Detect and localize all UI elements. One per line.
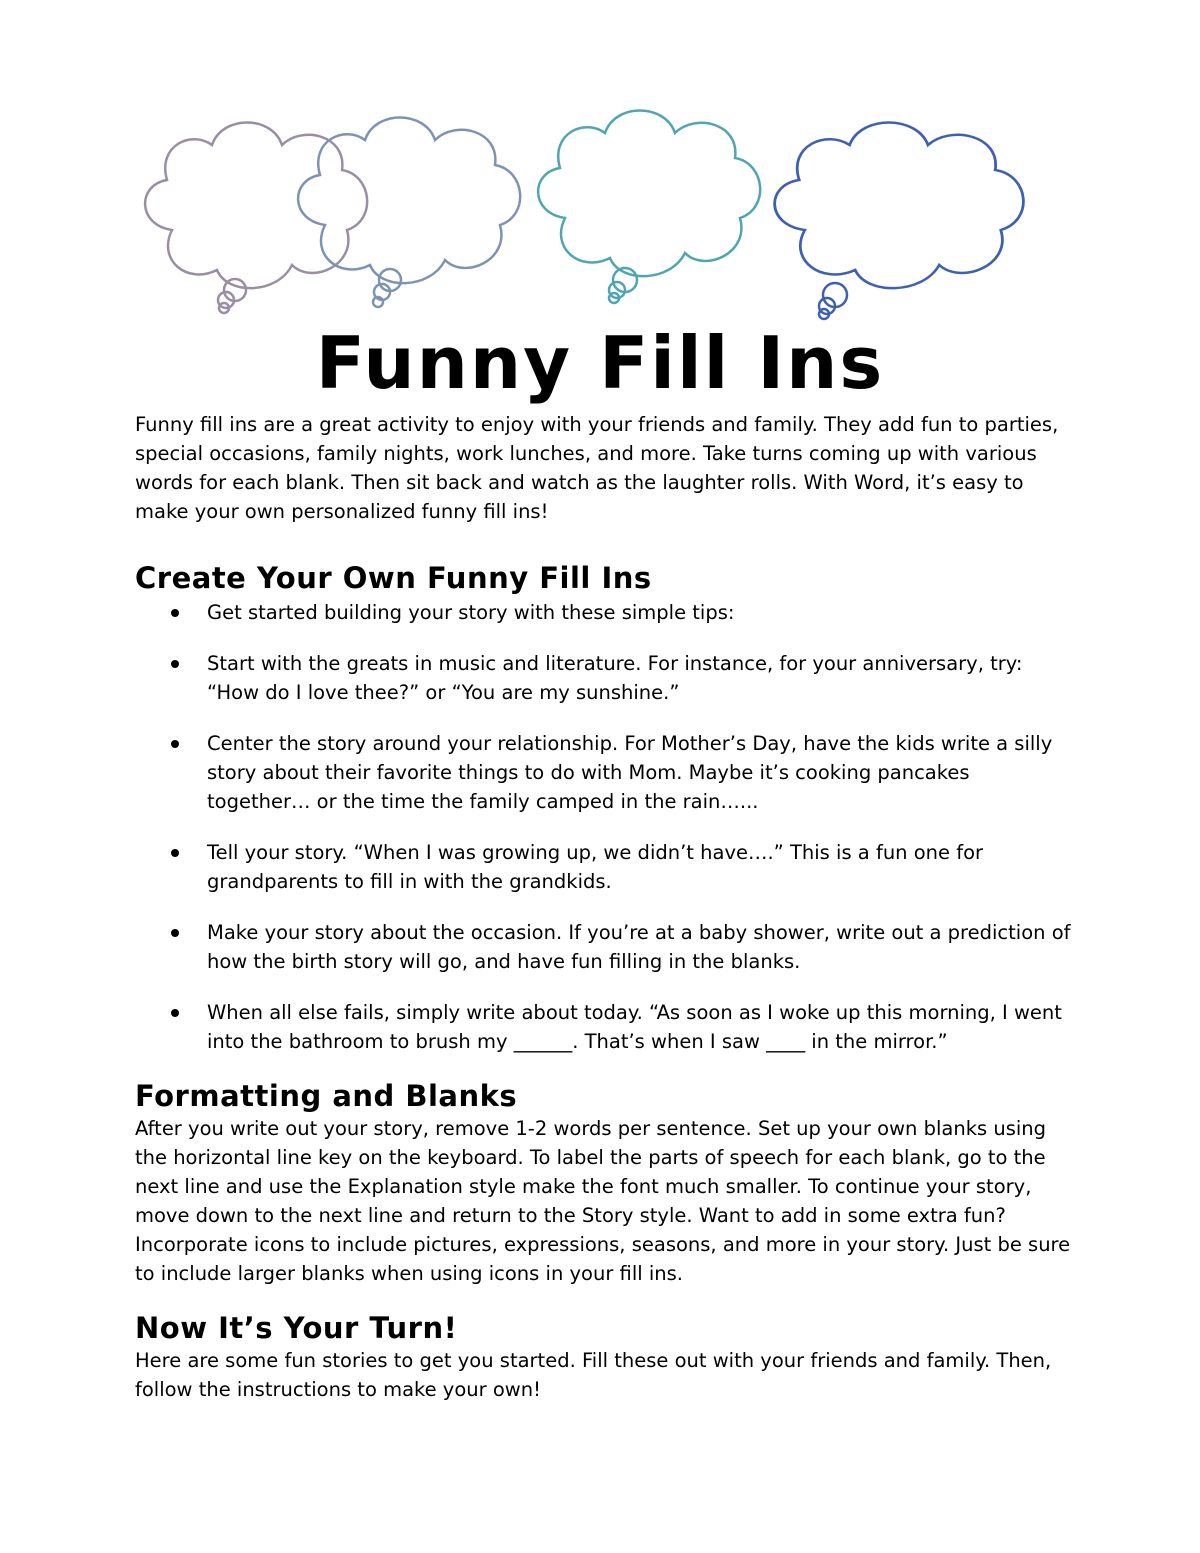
bullet-icon xyxy=(171,849,179,857)
list-item-text: Get started building your story with these simple tips: xyxy=(207,601,735,624)
tips-list xyxy=(135,598,1075,1056)
intro-paragraph: Funny fill ins are a great activity to enjoy with your friends and family. They add fun to parties, special occasions, family nights, work lunches, and more. Take turns coming up with various words for each blank. Then sit back and watch as the laughter rolls. With Word, it’s easy to make your own personalized funny fill ins! xyxy=(135,413,1059,523)
page-title: Funny Fill Ins xyxy=(315,321,885,405)
list-item-text: Center the story around your relationship. For Mother’s Day, have the kids write a silly story about their favorite things to do with Mom. Maybe it’s cooking pancakes together… or the time the family camped in the rain…... xyxy=(207,732,1053,813)
list-item-text: When all else fails, simply write about today. “As soon as I woke up this morning, I went into the bathroom to brush my ______. That’s when I saw ____ in the mirror.” xyxy=(207,1001,1062,1053)
bullet-icon xyxy=(171,609,179,617)
bullet-icon xyxy=(171,740,179,748)
list-item xyxy=(135,918,1075,976)
thought-bubble-clouds xyxy=(120,80,1060,330)
list-item xyxy=(135,598,1075,627)
list-item-text: Start with the greats in music and literature. For instance, for your anniversary, try: “How do I love thee?” or “You are my sunshine.” xyxy=(207,652,1023,704)
bullet-icon xyxy=(171,929,179,937)
cloud-4 xyxy=(775,123,1024,320)
list-item xyxy=(135,649,1075,707)
list-item-text: Tell your story. “When I was growing up, we didn’t have….” This is a fun one for grandparents to fill in with the grandkids. xyxy=(207,841,984,893)
list-item-text: Make your story about the occasion. If you’re at a baby shower, write out a prediction of how the birth story will go, and have fun filling in the blanks. xyxy=(207,921,1071,973)
formatting-section-heading: Formatting and Blanks xyxy=(135,1079,518,1113)
formatting-paragraph: After you write out your story, remove 1-2 words per sentence. Set up your own blanks using the horizontal line key on the keyboard. To label the parts of speech for each blank, go to the next line and use the Explanation style make the font much smaller. To continue your story, move down to the next line and return to the Story style. Want to add in some extra fun? Incorporate icons to include pictures, expressions, seasons, and more in your story. Just be sure to include larger blanks when using icons in your fill ins. xyxy=(135,1117,1071,1285)
bullet-icon xyxy=(171,660,179,668)
list-item xyxy=(135,838,1075,896)
cloud-3 xyxy=(538,111,760,304)
cloud-2 xyxy=(298,118,520,308)
list-item xyxy=(135,729,1075,816)
your-turn-heading: Now It’s Your Turn! xyxy=(135,1311,458,1345)
bullet-icon xyxy=(171,1009,179,1017)
document-body xyxy=(135,410,1075,1404)
list-item xyxy=(135,998,1075,1056)
create-section-heading: Create Your Own Funny Fill Ins xyxy=(135,561,652,595)
your-turn-paragraph: Here are some fun stories to get you started. Fill these out with your friends and family. Then, follow the instructions to make your own! xyxy=(135,1349,1052,1401)
cloud-1 xyxy=(145,123,367,314)
